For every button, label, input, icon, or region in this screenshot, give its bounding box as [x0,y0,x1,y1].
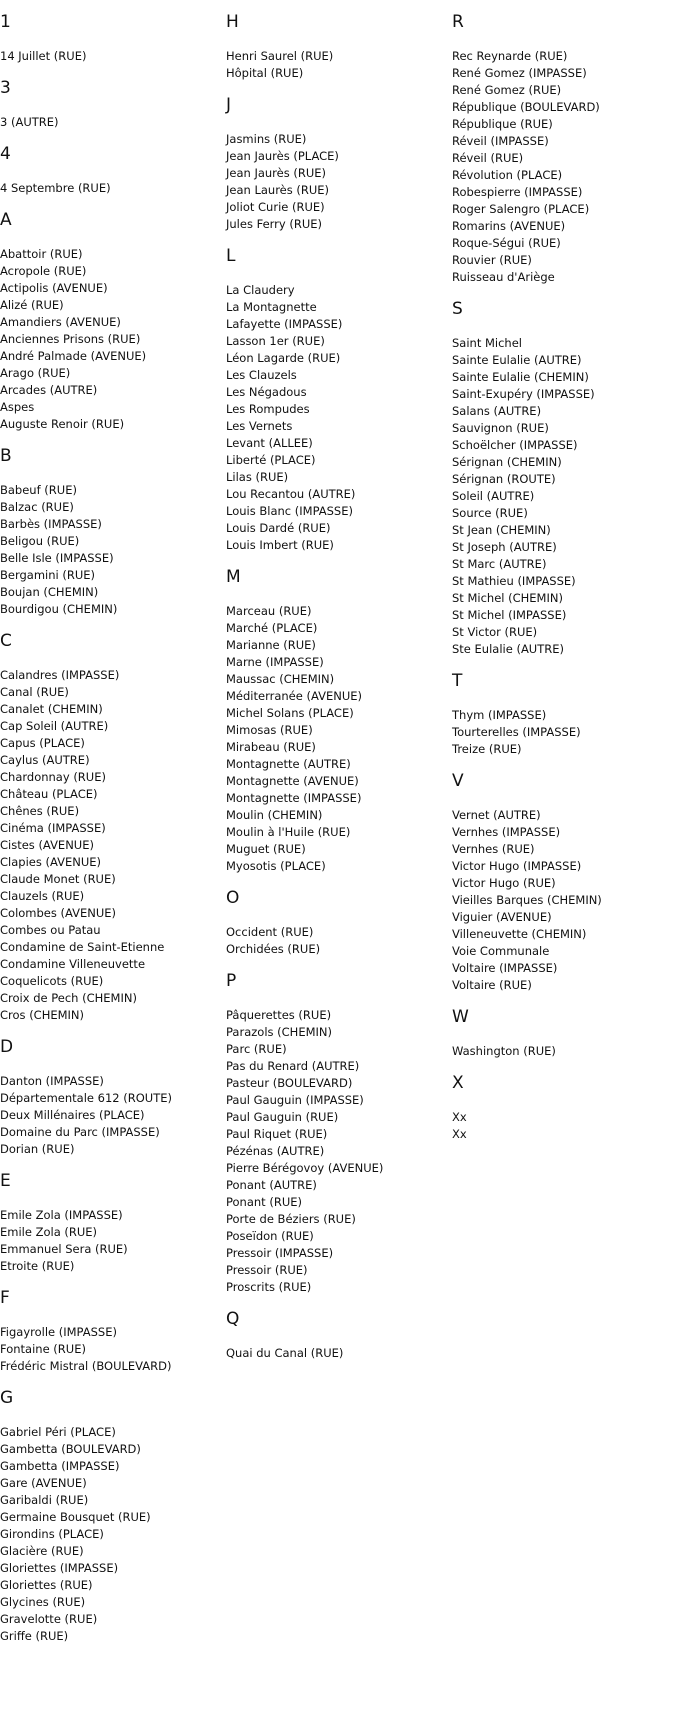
street-link[interactable]: Frédéric Mistral (BOULEVARD) [0,1359,172,1373]
street-link[interactable]: Voltaire (RUE) [452,978,532,992]
street-list [452,48,675,286]
street-link[interactable]: Paul Gauguin (RUE) [226,1110,339,1124]
letter-section [226,12,452,82]
street-link[interactable]: Réveil (IMPASSE) [452,134,549,148]
street-link[interactable]: Canalet (CHEMIN) [0,702,103,716]
street-link[interactable]: Colombes (AVENUE) [0,906,117,920]
street-link[interactable]: Barbès (IMPASSE) [0,517,102,531]
street-link[interactable]: Glycines (RUE) [0,1595,86,1609]
section-letter-heading: 4 [0,144,11,164]
street-link[interactable]: Abattoir (RUE) [0,247,83,261]
street-link[interactable]: Gare (AVENUE) [0,1476,87,1490]
street-link[interactable]: René Gomez (RUE) [452,83,562,97]
section-letter-heading: R [452,12,464,32]
street-list [452,335,675,658]
section-letter-heading: F [0,1288,10,1308]
street-link[interactable]: Montagnette (AUTRE) [226,757,351,771]
street-link[interactable]: Balzac (RUE) [0,500,74,514]
street-list [452,807,675,994]
letter-section [0,210,226,433]
street-link[interactable]: Gloriettes (RUE) [0,1578,93,1592]
street-link[interactable]: Départementale 612 (ROUTE) [0,1091,172,1105]
street-link[interactable]: La Claudery [226,283,295,297]
street-link[interactable]: Muguet (RUE) [226,842,306,856]
street-link[interactable]: Canal (RUE) [0,685,69,699]
street-link[interactable]: Rouvier (RUE) [452,253,532,267]
letter-section [452,12,675,286]
street-link[interactable]: Louis Blanc (IMPASSE) [226,504,353,518]
street-link[interactable]: Méditerranée (AVENUE) [226,689,362,703]
street-list [0,48,226,65]
street-link[interactable]: St Victor (RUE) [452,625,538,639]
street-list [0,114,226,131]
street-link[interactable]: Jean Jaurès (PLACE) [226,149,339,163]
street-list [452,1109,675,1143]
street-link[interactable]: Les Négadous [226,385,307,399]
section-letter-heading: H [226,12,239,32]
street-link[interactable]: 14 Juillet (RUE) [0,49,87,63]
street-link[interactable]: Glacière (RUE) [0,1544,84,1558]
letter-section [0,12,226,65]
street-list [226,1007,452,1296]
section-letter-heading: S [452,299,463,319]
street-link[interactable]: Amandiers (AVENUE) [0,315,121,329]
street-link[interactable]: Quai du Canal (RUE) [226,1346,344,1360]
street-link[interactable]: St Marc (AUTRE) [452,557,547,571]
street-link[interactable]: Rec Reynarde (RUE) [452,49,568,63]
letter-section [452,299,675,658]
section-letter-heading: B [0,446,12,466]
street-link[interactable]: Maussac (CHEMIN) [226,672,335,686]
street-list [226,282,452,554]
street-link[interactable]: Auguste Renoir (RUE) [0,417,125,431]
letter-section [226,888,452,958]
street-link[interactable]: Parazols (CHEMIN) [226,1025,332,1039]
letter-section [0,631,226,1024]
street-link[interactable]: Gloriettes (IMPASSE) [0,1561,119,1575]
street-link[interactable]: Liberté (PLACE) [226,453,316,467]
street-link[interactable]: Anciennes Prisons (RUE) [0,332,141,346]
section-letter-heading: V [452,771,464,791]
street-link[interactable]: Victor Hugo (RUE) [452,876,556,890]
street-link[interactable]: Salans (AUTRE) [452,404,542,418]
street-link[interactable]: Victor Hugo (IMPASSE) [452,859,582,873]
street-list [0,1073,226,1158]
street-link[interactable]: Les Vernets [226,419,293,433]
street-link[interactable]: Ste Eulalie (AUTRE) [452,642,564,656]
letter-section [0,1037,226,1158]
section-letter-heading: G [0,1388,14,1408]
street-link[interactable]: Gambetta (BOULEVARD) [0,1442,141,1456]
street-link[interactable]: Montagnette (AVENUE) [226,774,359,788]
street-link[interactable]: Vernhes (IMPASSE) [452,825,561,839]
letter-section [226,567,452,875]
street-link[interactable]: Deux Millénaires (PLACE) [0,1108,145,1122]
street-link[interactable]: Xx [452,1127,467,1141]
street-link[interactable]: Château (PLACE) [0,787,98,801]
street-link[interactable]: Aspes [0,400,35,414]
street-link[interactable]: Myosotis (PLACE) [226,859,326,873]
street-list [0,1324,226,1375]
street-link[interactable]: Cistes (AVENUE) [0,838,94,852]
street-link[interactable]: 4 Septembre (RUE) [0,181,111,195]
street-link[interactable]: Jean Jaurès (RUE) [226,166,327,180]
street-link[interactable]: Croix de Pech (CHEMIN) [0,991,137,1005]
section-letter-heading: O [226,888,240,908]
street-link[interactable]: Cap Soleil (AUTRE) [0,719,109,733]
street-link[interactable]: Poseïdon (RUE) [226,1229,314,1243]
street-link[interactable]: Vernhes (RUE) [452,842,535,856]
street-link[interactable]: André Palmade (AVENUE) [0,349,147,363]
street-list [452,707,675,758]
section-letter-heading: J [226,95,232,115]
letter-section [0,1388,226,1645]
street-link[interactable]: République (RUE) [452,117,553,131]
street-link[interactable]: Moulin (CHEMIN) [226,808,323,822]
street-link[interactable]: Emmanuel Sera (RUE) [0,1242,128,1256]
index-column [452,0,675,1156]
street-link[interactable]: Saint-Exupéry (IMPASSE) [452,387,595,401]
street-link[interactable]: Orchidées (RUE) [226,942,321,956]
street-list [226,48,452,82]
street-list [0,667,226,1024]
street-link[interactable]: Roger Salengro (PLACE) [452,202,590,216]
letter-section [0,144,226,197]
street-list [0,180,226,197]
street-link[interactable]: Danton (IMPASSE) [0,1074,104,1088]
street-link[interactable]: Pierre Bérégovoy (AVENUE) [226,1161,384,1175]
street-link[interactable]: Pâquerettes (RUE) [226,1008,332,1022]
street-link[interactable]: Garibaldi (RUE) [0,1493,89,1507]
street-link[interactable]: Emile Zola (IMPASSE) [0,1208,123,1222]
street-link[interactable]: St Jean (CHEMIN) [452,523,551,537]
street-link[interactable]: La Montagnette [226,300,317,314]
street-link[interactable]: Washington (RUE) [452,1044,556,1058]
letter-section [226,971,452,1296]
street-link[interactable]: Sauvignon (RUE) [452,421,549,435]
street-link[interactable]: Pasteur (BOULEVARD) [226,1076,353,1090]
street-link[interactable]: Vieilles Barques (CHEMIN) [452,893,602,907]
street-link[interactable]: Viguier (AVENUE) [452,910,552,924]
street-link[interactable]: Lou Recantou (AUTRE) [226,487,356,501]
letter-section [0,78,226,131]
street-link[interactable]: Ruisseau d'Ariège [452,270,555,284]
street-link[interactable]: Xx [452,1110,467,1124]
street-link[interactable]: Ponant (RUE) [226,1195,302,1209]
street-link[interactable]: Révolution (PLACE) [452,168,563,182]
index-column [226,0,452,1375]
street-link[interactable]: Louis Dardé (RUE) [226,521,331,535]
section-letter-heading: A [0,210,12,230]
street-link[interactable]: St Mathieu (IMPASSE) [452,574,576,588]
street-link[interactable]: Saint Michel [452,336,522,350]
section-letter-heading: D [0,1037,14,1057]
street-link[interactable]: Mimosas (RUE) [226,723,313,737]
street-link[interactable]: Parc (RUE) [226,1042,287,1056]
section-letter-heading: X [452,1073,464,1093]
street-link[interactable]: Gravelotte (RUE) [0,1612,98,1626]
street-link[interactable]: Jasmins (RUE) [226,132,307,146]
section-letter-heading: W [452,1007,469,1027]
street-link[interactable]: Alizé (RUE) [0,298,64,312]
street-link[interactable]: Paul Riquet (RUE) [226,1127,328,1141]
section-letter-heading: Q [226,1309,240,1329]
street-link[interactable]: Lilas (RUE) [226,470,289,484]
street-link[interactable]: Tourterelles (IMPASSE) [452,725,581,739]
street-link[interactable]: Germaine Bousquet (RUE) [0,1510,151,1524]
street-link[interactable]: Romarins (AVENUE) [452,219,566,233]
letter-section [452,1073,675,1143]
letter-section [452,671,675,758]
section-letter-heading: 1 [0,12,11,32]
street-link[interactable]: Dorian (RUE) [0,1142,75,1156]
street-list [0,1207,226,1275]
letter-section [226,1309,452,1362]
street-link[interactable]: Hôpital (RUE) [226,66,304,80]
street-link[interactable]: Fontaine (RUE) [0,1342,86,1356]
section-letter-heading: P [226,971,237,991]
letter-section [0,446,226,618]
street-link[interactable]: Marne (IMPASSE) [226,655,324,669]
street-link[interactable]: Chardonnay (RUE) [0,770,106,784]
section-letter-heading: L [226,246,236,266]
street-list [226,131,452,233]
street-link[interactable]: Lasson 1er (RUE) [226,334,325,348]
street-link[interactable]: Cinéma (IMPASSE) [0,821,106,835]
street-link[interactable]: Arago (RUE) [0,366,71,380]
street-link[interactable]: Etroite (RUE) [0,1259,75,1273]
street-link[interactable]: Les Clauzels [226,368,297,382]
street-list [226,924,452,958]
street-link[interactable]: St Michel (CHEMIN) [452,591,563,605]
street-link[interactable]: Henri Saurel (RUE) [226,49,334,63]
street-link[interactable]: Voie Communale [452,944,550,958]
street-link[interactable]: Domaine du Parc (IMPASSE) [0,1125,160,1139]
street-link[interactable]: Caylus (AUTRE) [0,753,90,767]
street-link[interactable]: Marceau (RUE) [226,604,312,618]
street-link[interactable]: Capus (PLACE) [0,736,85,750]
street-link[interactable]: Les Rompudes [226,402,310,416]
letter-section [452,771,675,994]
street-link[interactable]: Source (RUE) [452,506,528,520]
street-link[interactable]: Arcades (AUTRE) [0,383,98,397]
street-link[interactable]: 3 (AUTRE) [0,115,59,129]
street-link[interactable]: Soleil (AUTRE) [452,489,535,503]
street-link[interactable]: Sainte Eulalie (CHEMIN) [452,370,589,384]
street-list [226,1345,452,1362]
street-link[interactable]: Jules Ferry (RUE) [226,217,323,231]
street-link[interactable]: Bergamini (RUE) [0,568,96,582]
street-link[interactable]: République (BOULEVARD) [452,100,600,114]
street-link[interactable]: Gabriel Péri (PLACE) [0,1425,116,1439]
section-letter-heading: 3 [0,78,11,98]
street-link[interactable]: Joliot Curie (RUE) [226,200,325,214]
street-list [0,1424,226,1645]
street-link[interactable]: Girondins (PLACE) [0,1527,104,1541]
street-link[interactable]: René Gomez (IMPASSE) [452,66,587,80]
street-link[interactable]: Vernet (AUTRE) [452,808,541,822]
street-link[interactable]: Michel Solans (PLACE) [226,706,354,720]
letter-section [0,1288,226,1375]
street-link[interactable]: Porte de Béziers (RUE) [226,1212,356,1226]
letter-section [226,95,452,233]
letter-section [226,246,452,554]
street-link[interactable]: Condamine de Saint-Etienne [0,940,165,954]
street-link[interactable]: Lafayette (IMPASSE) [226,317,343,331]
street-link[interactable]: Emile Zola (RUE) [0,1225,98,1239]
street-link[interactable]: Boujan (CHEMIN) [0,585,99,599]
street-link[interactable]: Actipolis (AVENUE) [0,281,108,295]
street-list [0,246,226,433]
street-link[interactable]: Clauzels (RUE) [0,889,85,903]
section-letter-heading: E [0,1171,11,1191]
street-link[interactable]: Thym (IMPASSE) [452,708,547,722]
street-link[interactable]: Calandres (IMPASSE) [0,668,120,682]
street-link[interactable]: Montagnette (IMPASSE) [226,791,362,805]
section-letter-heading: M [226,567,241,587]
street-link[interactable]: Pas du Renard (AUTRE) [226,1059,360,1073]
street-link[interactable]: Acropole (RUE) [0,264,87,278]
index-column [0,0,226,1658]
street-link[interactable]: Figayrolle (IMPASSE) [0,1325,117,1339]
street-link[interactable]: Pézénas (AUTRE) [226,1144,325,1158]
street-list [452,1043,675,1060]
street-link[interactable]: Treize (RUE) [452,742,522,756]
street-link[interactable]: Paul Gauguin (IMPASSE) [226,1093,364,1107]
street-link[interactable]: Marianne (RUE) [226,638,316,652]
letter-section [0,1171,226,1275]
street-list [226,603,452,875]
street-link[interactable]: Jean Laurès (RUE) [226,183,330,197]
street-link[interactable]: Clapies (AVENUE) [0,855,102,869]
street-link[interactable]: Sérignan (ROUTE) [452,472,556,486]
street-link[interactable]: Roque-Ségui (RUE) [452,236,561,250]
street-link[interactable]: Réveil (RUE) [452,151,524,165]
street-link[interactable]: Chênes (RUE) [0,804,80,818]
street-link[interactable]: Mirabeau (RUE) [226,740,316,754]
street-link[interactable]: Griffe (RUE) [0,1629,69,1643]
street-link[interactable]: St Michel (IMPASSE) [452,608,567,622]
street-link[interactable]: Belle Isle (IMPASSE) [0,551,114,565]
street-link[interactable]: Marché (PLACE) [226,621,318,635]
street-link[interactable]: Proscrits (RUE) [226,1280,312,1294]
street-link[interactable]: Levant (ALLEE) [226,436,313,450]
street-link[interactable]: Occident (RUE) [226,925,314,939]
street-link[interactable]: Gambetta (IMPASSE) [0,1459,120,1473]
street-link[interactable]: Claude Monet (RUE) [0,872,116,886]
street-link[interactable]: Pressoir (IMPASSE) [226,1246,334,1260]
street-link[interactable]: Combes ou Patau [0,923,101,937]
street-link[interactable]: Pressoir (RUE) [226,1263,308,1277]
street-link[interactable]: Schoëlcher (IMPASSE) [452,438,578,452]
street-link[interactable]: Louis Imbert (RUE) [226,538,334,552]
street-link[interactable]: Léon Lagarde (RUE) [226,351,341,365]
street-link[interactable]: Moulin à l'Huile (RUE) [226,825,351,839]
street-link[interactable]: Coquelicots (RUE) [0,974,104,988]
street-link[interactable]: Cros (CHEMIN) [0,1008,85,1022]
street-link[interactable]: Robespierre (IMPASSE) [452,185,583,199]
street-link[interactable]: Sérignan (CHEMIN) [452,455,562,469]
street-link[interactable]: Bourdigou (CHEMIN) [0,602,118,616]
street-link[interactable]: St Joseph (AUTRE) [452,540,557,554]
section-letter-heading: C [0,631,12,651]
section-letter-heading: T [452,671,463,691]
street-link[interactable]: Ponant (AUTRE) [226,1178,317,1192]
street-link[interactable]: Beligou (RUE) [0,534,80,548]
street-link[interactable]: Babeuf (RUE) [0,483,77,497]
street-link[interactable]: Condamine Villeneuvette [0,957,146,971]
street-link[interactable]: Villeneuvette (CHEMIN) [452,927,587,941]
street-list [0,482,226,618]
street-link[interactable]: Sainte Eulalie (AUTRE) [452,353,582,367]
letter-section [452,1007,675,1060]
street-link[interactable]: Voltaire (IMPASSE) [452,961,558,975]
